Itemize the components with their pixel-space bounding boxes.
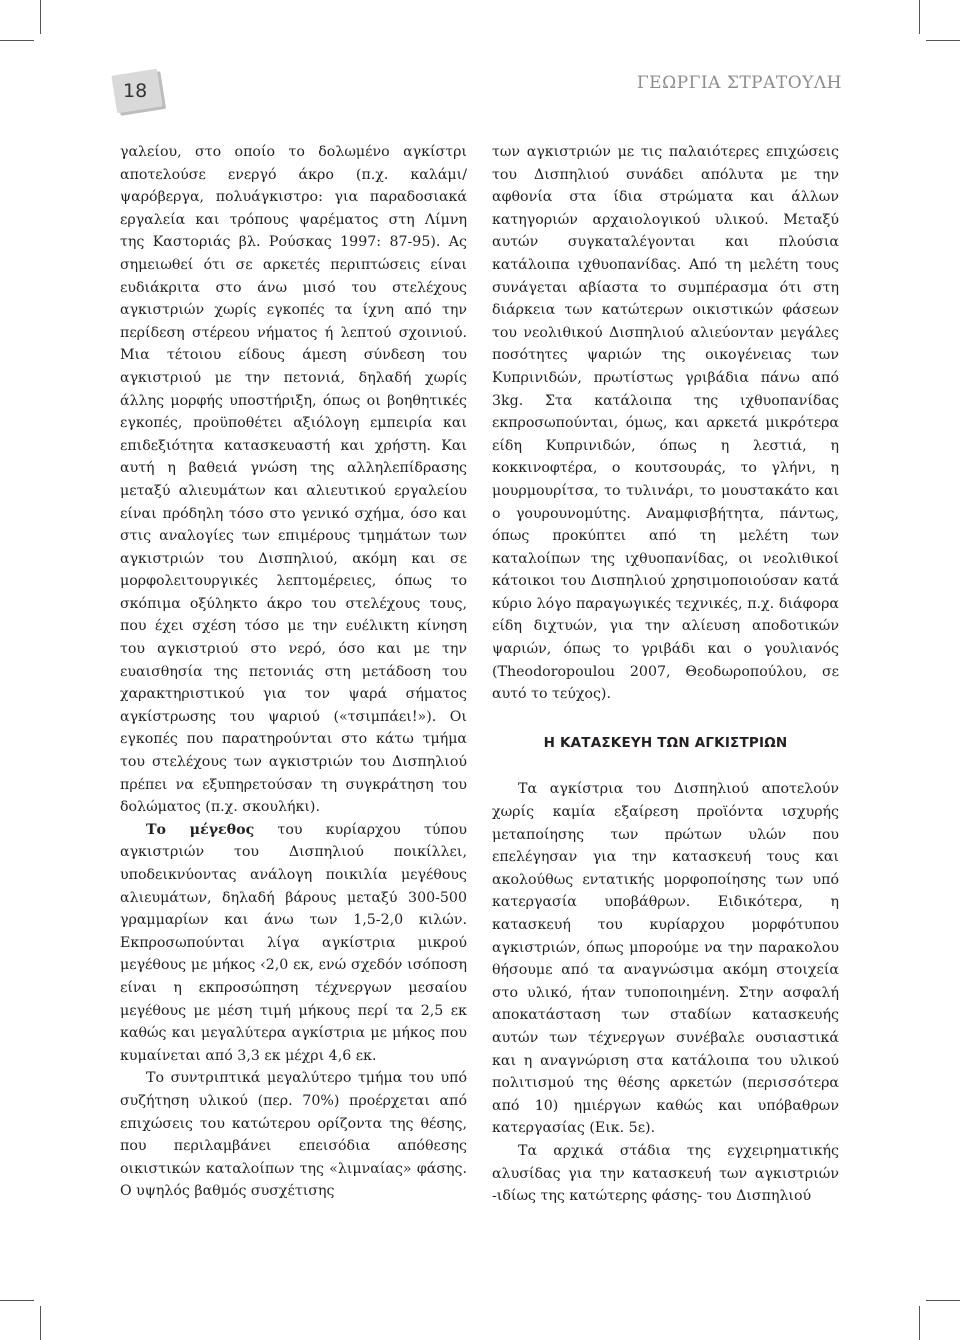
- crop-mark: [0, 40, 34, 41]
- section-heading: Η ΚΑΤΑΣΚΕΥΗ ΤΩΝ ΑΓΚΙΣΤΡΙΩΝ: [543, 734, 788, 751]
- paragraph-text: του κυρίαρχου τύπου αγκιστριών του Δισπηλιού ποικίλλει, υποδεικνύοντας ανάλογη ποικιλία μεγέθους αλιευμάτων, δηλαδή βάρους μεταξύ 300-500 γραμμαρίων και άνω των 1,5-2,0 κιλών. Εκπροσωπούνται λίγα αγκίστρια μικρού μεγέθους με μήκος ‹2,0 εκ, ενώ σχεδόν ισόποση είναι η εκπροσώπηση τέχνεργων μεσαίου μεγέθους με μέση τιμή μήκους περί τα 2,5 εκ καθώς και μεγαλύτερα αγκίστρια με μήκος που κυμαίνεται από 3,3 εκ μέχρι 4,6 εκ.: [120, 821, 467, 1064]
- crop-mark: [0, 1300, 34, 1301]
- paragraph: Τα αρχικά στάδια της εγχειρηματικής αλυσίδας για την κατασκευή των αγκιστριών -ιδίως της κατώτερης φάσης- του Δισπηλιού: [492, 1142, 839, 1205]
- paragraph: [120, 819, 467, 1068]
- crop-mark: [919, 0, 920, 34]
- bold-term: Το μέγεθος: [146, 821, 255, 838]
- crop-mark: [40, 0, 41, 34]
- crop-mark: [926, 1300, 960, 1301]
- paragraph: γαλείου, στο οποίο το δολωμένο αγκίστρι αποτελούσε ενεργό άκρο (π.χ. καλάμι/ψαρόβεργα, πολυάγκιστρο: για παραδοσιακά εργαλεία και τρόπους ψαρέματος στη Λίμνη της Καστοριάς βλ. Ρούσκας 1997: 87-95). Ας σημειωθεί ότι σε αρκετές περιπτώσεις είναι ευδιάκριτα στο άνω μισό του στελέχους αγκιστριών χωρίς εγκοπές τα ίχνη από την περίδεση στέρεου νήματος ή λεπτού σχοινιού. Μια τέτοιου είδους άμεση σύνδεση του αγκιστριού με την πετονιά, δηλαδή χωρίς άλλης μορφής υποστήριξη, όπως οι βοηθητικές εγκοπές, προϋποθέτει αξιόλογη εμπειρία και επιδεξιότητα κατασκευαστή και χρήστη. Και αυτή η βαθειά γνώση της αλληλεπίδρασης μεταξύ αλιευμάτων και αλιευτικού εργαλείου είναι πρόδηλη τόσο στο γενικό σχήμα, όσο και στις αναλογίες των επιμέρους τμημάτων των αγκιστριών του Δισπηλιού, ακόμη και σε μορφολειτουργικές λεπτομέρειες, όπως το σκόπιμα οξύληκτο άκρο του στελέχους τους, που έχει σχέση τόσο με την ευέλικτη κίνηση του αγκιστριού στο νερό, όσο και με την ευαισθησία της πετονιάς στη μετάδοση του χαρακτηριστικού για τον ψαρά σήματος αγκίστρωσης του ψαριού («τσιμπάει!»). Οι εγκοπές που παρατηρούνται στο κάτω τμήμα του στελέχους των αγκιστριών του Δισπηλιού πρέπει να εξυπηρετούσαν τη συγκράτηση του δολώματος (π.χ. σκουλήκι).: [120, 144, 467, 816]
- crop-mark: [40, 1306, 41, 1340]
- crop-mark: [926, 40, 960, 41]
- right-column: [492, 141, 839, 1208]
- crop-mark: [919, 1306, 920, 1340]
- paragraph: Τα αγκίστρια του Δισπηλιού αποτελούν χωρίς καμία εξαίρεση προϊόντα ισχυρής μεταποίησης των πρώτων υλών που επελέγησαν για την κατασκευή τους και ακολούθως εντατικής μορφοποίησης των υπό κατεργασία υποβάθρων. Ειδικότερα, η κατασκευή του κυρίαρχου μορφότυπου αγκιστριών, όπως μπορούμε να την παρακολου θήσουμε από τα αναγνώσιμα ακόμη στοιχεία στο υλικό, ήταν τυποποιημένη. Στην ασφαλή αποκατάσταση των σταδίων κατασκευής αυτών των τέχνεργων συνέβαλε ουσιαστικά και η αναγνώριση στα κατάλοιπα του υλικού πολιτισμού της θέσης αρκετών (περισσότερα από 10) ημιέργων καθώς και υπόβαθρων κατεργασίας (Εικ. 5ε).: [492, 781, 839, 1137]
- left-column: [120, 141, 467, 1203]
- running-title: ΓΕΩΡΓΙΑ ΣΤΡΑΤΟΥΛΗ: [636, 73, 842, 93]
- page-number: 18: [123, 80, 148, 102]
- paragraph: Το συντριπτικά μεγαλύτερο τμήμα του υπό συζήτηση υλικού (περ. 70%) προέρχεται από επιχώσεις του κατώτερου ορίζοντα της θέσης, που περιλαμβάνει επεισόδια απόθεσης οικιστικών καταλοίπων της «λιμναίας» φάσης. Ο υψηλός βαθμός συσχέτισης: [120, 1070, 467, 1200]
- paragraph: των αγκιστριών με τις παλαιότερες επιχώσεις του Δισπηλιού συνάδει απόλυτα με την αφθονία στα ίδια στρώματα και άλλων κατηγοριών αρχαιολογικού υλικού. Μεταξύ αυτών συγκαταλέγονται και πλούσια κατάλοιπα ιχθυοπανίδας. Από τη μελέτη τους συνάγεται αβίαστα το συμπέρασμα ότι στη διάρκεια των κατώτερων οικιστικών φάσεων του νεολιθικού Δισπηλιού αλιεύονταν μεγάλες ποσότητες ψαριών της οικογένειας των Κυπρινιδών, πρωτίστως γριβάδια πάνω από 3kg. Στα κατάλοιπα της ιχθυοπανίδας εκπροσωπούνται, όμως, και αρκετά μικρότερα είδη Κυπρινιδών, όπως η λεστιά, η κοκκινοφτέρα, ο κουτσουράς, το γλήνι, η μουρμουρίτσα, το τυλινάρι, το μουστακάτο και ο γουρουνομύτης. Αναμφισβήτητα, πάντως, όπως προκύπτει από τη μελέτη των καταλοίπων της ιχθυοπανίδας, οι νεολιθικοί κάτοικοι του Δισπηλιού χρησιμοποιούσαν κατά κύριο λόγο παραγωγικές τεχνικές, π.χ. διάφορα είδη διχτυών, για την αλίευση αποδοτικών ψαριών, όπως το γριβάδι και ο γουλιανός (Theodoropoulou 2007, Θεοδωροπούλου, σε αυτό το τεύχος).: [492, 144, 839, 703]
